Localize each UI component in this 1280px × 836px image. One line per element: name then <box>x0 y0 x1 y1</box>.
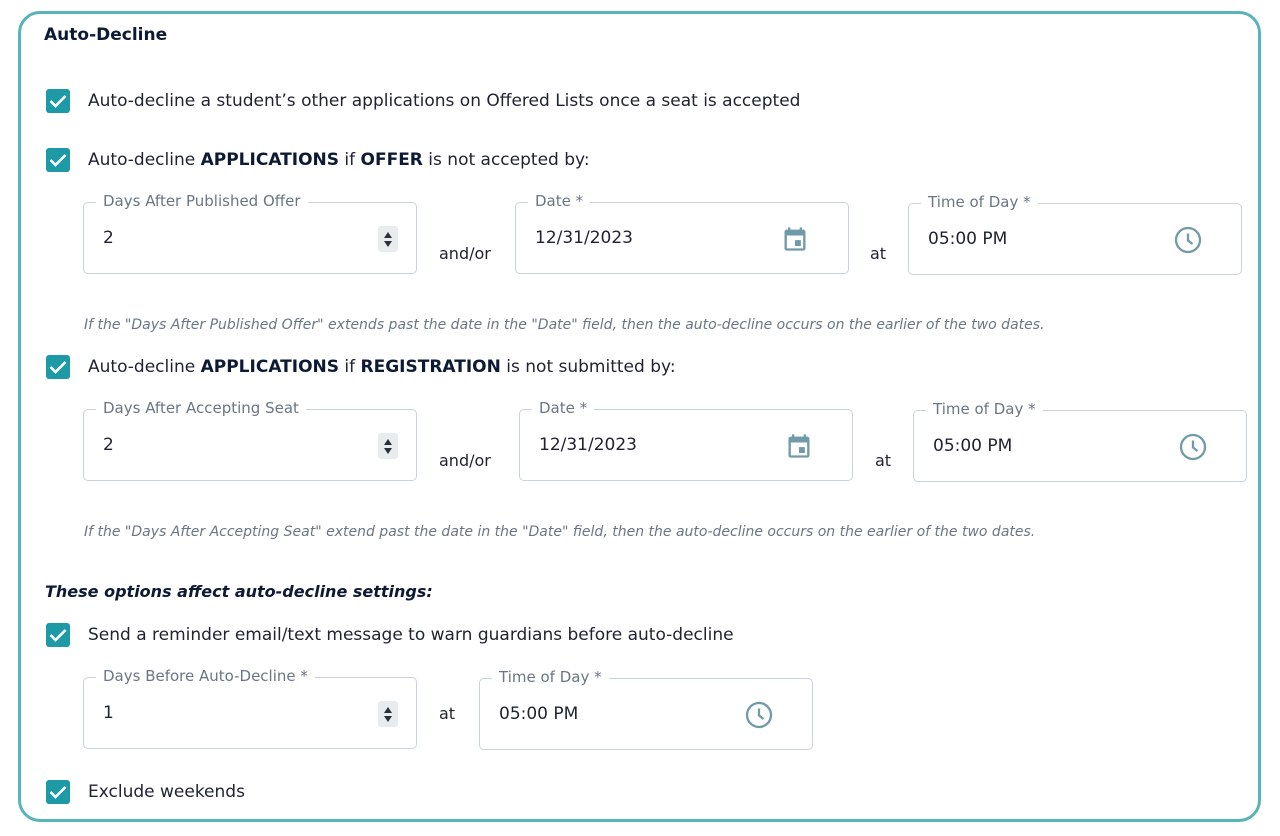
weekends-label: Exclude weekends <box>88 782 245 802</box>
clock-icon[interactable] <box>744 700 774 730</box>
registration-date-value[interactable]: 12/31/2023 <box>539 435 637 455</box>
registration-days-value[interactable]: 2 <box>103 435 114 455</box>
checkmark-icon <box>49 94 67 108</box>
registration-time-label: Time of Day * <box>926 399 1043 419</box>
registration-time-field[interactable] <box>913 400 1247 482</box>
registration-checkbox[interactable] <box>46 355 70 379</box>
reminder-days-label: Days Before Auto-Decline * <box>96 666 315 686</box>
reminder-time-label: Time of Day * <box>492 667 609 687</box>
stepper-arrows-icon[interactable] <box>378 433 398 459</box>
registration-row[interactable] <box>46 354 676 380</box>
registration-date-field[interactable] <box>519 399 853 481</box>
section-title: Auto-Decline <box>44 25 168 45</box>
registration-hint: If the "Days After Accepting Seat" extend past the date in the "Date" field, then the auto-decline occurs on the earlier of the two dates. <box>84 524 1036 540</box>
reminder-at: at <box>439 704 456 723</box>
offer-andor: and/or <box>439 244 491 263</box>
checkmark-icon <box>49 785 67 799</box>
reminder-time-value[interactable]: 05:00 PM <box>499 704 579 724</box>
registration-time-value[interactable]: 05:00 PM <box>933 436 1013 456</box>
registration-at: at <box>875 451 892 470</box>
offer-label: Auto-decline APPLICATIONS if OFFER is not accepted by: <box>88 150 590 170</box>
checkmark-icon <box>49 360 67 374</box>
offer-date-field[interactable] <box>515 192 849 274</box>
offer-hint: If the "Days After Published Offer" extends past the date in the "Date" field, then the auto-decline occurs on the earlier of the two dates. <box>84 317 1045 333</box>
offer-days-label: Days After Published Offer <box>96 191 308 211</box>
calendar-icon[interactable] <box>781 224 809 254</box>
clock-icon[interactable] <box>1178 432 1208 462</box>
offer-at: at <box>870 244 887 263</box>
offer-date-label: Date * <box>528 191 590 211</box>
registration-andor: and/or <box>439 451 491 470</box>
checkmark-icon <box>49 153 67 167</box>
reminder-time-field[interactable] <box>479 668 813 750</box>
reminder-days-value[interactable]: 1 <box>103 703 114 723</box>
registration-days-field[interactable] <box>83 399 417 481</box>
checkmark-icon <box>49 628 67 642</box>
stepper-arrows-icon[interactable] <box>378 701 398 727</box>
weekends-checkbox[interactable] <box>46 780 70 804</box>
offer-time-field[interactable] <box>908 193 1242 275</box>
reminder-row[interactable] <box>46 622 734 648</box>
offer-checkbox[interactable] <box>46 148 70 172</box>
calendar-icon[interactable] <box>785 431 813 461</box>
offer-date-value[interactable]: 12/31/2023 <box>535 228 633 248</box>
offer-time-value[interactable]: 05:00 PM <box>928 229 1008 249</box>
other-apps-label: Auto-decline a student’s other applications on Offered Lists once a seat is accepted <box>88 91 801 111</box>
registration-date-label: Date * <box>532 398 594 418</box>
clock-icon[interactable] <box>1173 225 1203 255</box>
reminder-label: Send a reminder email/text message to warn guardians before auto-decline <box>88 625 734 645</box>
registration-label: Auto-decline APPLICATIONS if REGISTRATION is not submitted by: <box>88 357 676 377</box>
other-apps-row[interactable] <box>46 88 800 114</box>
registration-days-label: Days After Accepting Seat <box>96 398 306 418</box>
other-apps-checkbox[interactable] <box>46 89 70 113</box>
weekends-row[interactable] <box>46 779 245 805</box>
offer-days-field[interactable] <box>83 192 417 274</box>
offer-row[interactable] <box>46 147 590 173</box>
reminder-checkbox[interactable] <box>46 623 70 647</box>
offer-days-value[interactable]: 2 <box>103 228 114 248</box>
options-heading: These options affect auto-decline settings: <box>45 582 433 601</box>
stepper-arrows-icon[interactable] <box>378 226 398 252</box>
reminder-days-field[interactable] <box>83 667 417 749</box>
offer-time-label: Time of Day * <box>921 192 1038 212</box>
